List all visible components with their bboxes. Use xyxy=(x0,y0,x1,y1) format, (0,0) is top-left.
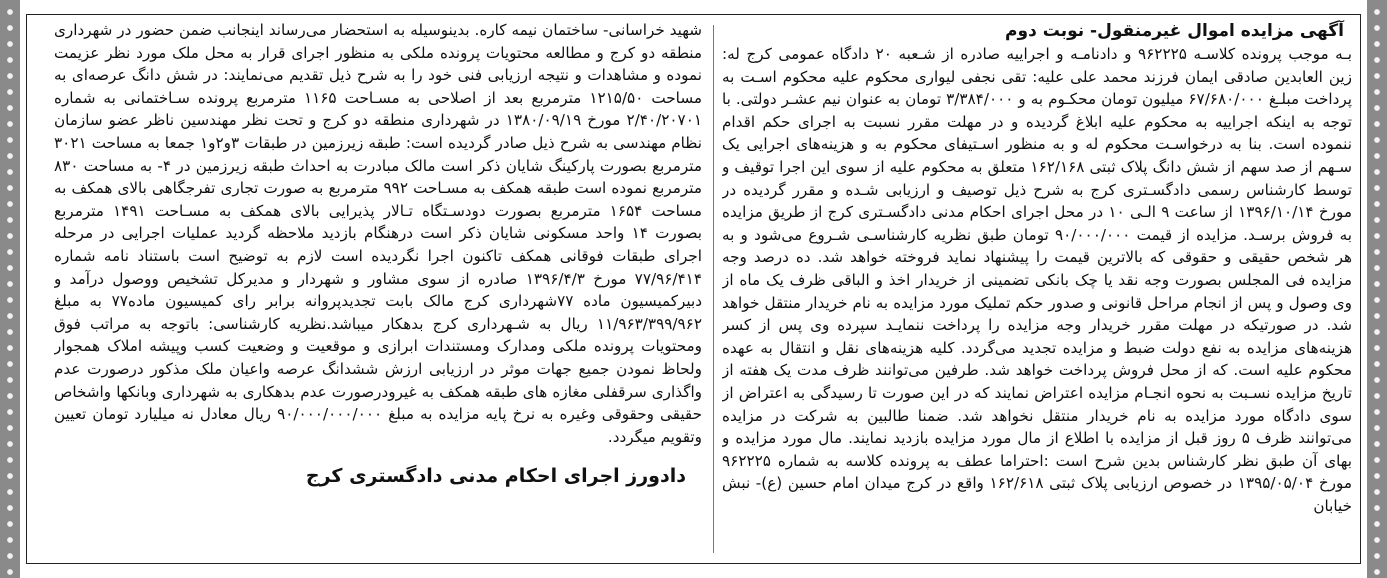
column-divider xyxy=(713,25,714,553)
notice-title: آگهی مزایده اموال غیرمنقول- نوبت دوم xyxy=(1005,21,1344,41)
notice-column-left xyxy=(54,19,702,559)
notice-signature: دادورز اجرای احکام مدنی دادگستری کرج xyxy=(305,465,686,488)
decorative-border-left xyxy=(0,0,20,578)
notice-box xyxy=(26,14,1361,564)
notice-column-right xyxy=(722,19,1352,559)
notice-body-left: شهید خراسانی- ساختمان نیمه کاره. بدینوسیله به استحضار می‌رساند اینجانب ضمن حضور در شهرداری منطقه دو کرج و مطالعه محتویات پرونده ملکی به منظور اجرای قرار به محل ملک مورد نظر عزیمت نموده و مشاهدات و نتیجه ارزیابی فنی خود را به شرح ذیل تقدیم می‌نمایند: در شش دانگ عرصه‌ای به مساحت ۱۲۱۵/۵۰ مترمربع بعد از اصلاحی به مسـاحت ۱۱۶۵ مترمربع پرونده سـاختمانی به شماره ۲/۴۰/۲۰۷۰۱ مورخ ۱۳۸۰/۰۹/۱۹ در شهرداری منطقه دو کرج و تحت نظر مهندسین ناظر عضو سازمان نظام مهندسی به شرح ذیل صادر گردیده است: طبقه زیرزمین در طبقات ۳و۲و۱ جمعا به مساحت ۳۰۲۱ مترمربع بصورت پارکینگ شایان ذکر است مالک مبادرت به احداث طبقه زیرزمین در ۴- به مساحت ۸۳۰ مترمربع نموده است طبقه همکف به مسـاحت ۹۹۲ مترمربع به صورت تجاری تفرجگاهی بالای همکف به مساحت ۱۶۵۴ مترمربع بصورت دودسـتگاه تـالار پذیرایی بالای همکف به مسـاحت ۱۴۹۱ مترمربع بصورت ۱۴ واحد مسکونی شایان ذکر است درهنگام بازدید ملاحظه گردید عملیات اجرایی در مرحله اجرای طبقات فوقانی همکف تاکنون اجرا نگردیده است لازم به توضیح است باستناد نامه شماره ۷۷/۹۶/۴۱۴ مورخ ۱۳۹۶/۴/۳ صادره از سوی مشاور و شهردار و مدیرکل تشخیص ووصول درآمد و دبیرکمیسیون ماده ۷۷شهرداری کرج مالک بابت تجدیدپروانه برابر رای کمیسیون ماده۷۷ به مبلغ ۱۱/۹۶۳/۳۹۹/۹۶۲ ریال به شـهرداری کرج بدهکار میباشد.نظریه کارشناسی: باتوجه به مراتب فوق ومحتویات پرونده ملکی ومدارک ومستندات ابرازی و موقعیت و وضعیت کسب وپیشه املاک همجوار ولحاظ نمودن جمیع جهات موثر در ارزیابی ارزش ششدانگ عرصه واعیان ملک مذکور درصورت عدم واگذاری سرقفلی مغازه های طبقه همکف به غیرودرصورت عدم بدهکاری به شهرداری وبانکها واشخاص حقیقی وحقوقی وغیره به نرخ پایه مزایده به مبلغ ۹۰/۰۰۰/۰۰۰/۰۰۰ ریال معادل نه میلیارد تومان تعیین وتقویم میگردد. xyxy=(54,21,702,446)
notice-body-right: بـه موجب پرونده کلاسـه ۹۶۲۲۲۵ و دادنامـه و اجراییه صادره از شـعبه ۲۰ دادگاه عمومی کرج له: زین العابدین صادقی ایمان فرزند محمد علی علیه: تقی نجفی لیواری محکوم علیه محکوم اسـت به پرداخت مبلـغ ۶۷/۶۸۰/۰۰۰ میلیون تومان محکـوم به و ۳/۳۸۴/۰۰۰ تومان به عنوان نیم عشـر دولتی. با توجه به اینکه اجراییه به محکوم علیه ابلاغ گردیده و در مهلت مقرر نسبت به اجرای حکم اقدام ننموده است. بنا به درخواسـت محکوم له و به منظور اسـتیفای محکوم به و هزینه‌های اجرایی یک سـهم از صد سهم از شش دانگ پلاک ثبتی ۱۶۲/۱۶۸ متعلق به محکوم علیه از سوی این اجرا توقیف و توسط کارشناس رسمی دادگسـتری کرج به شرح ذیل توصیف و ارزیابی شـده و مقرر گردیده در مورخ ۱۳۹۶/۱۰/۱۴ از ساعت ۹ الـی ۱۰ در محل اجرای احکام مدنی دادگسـتری کرج از طریق مزایده به فروش برسـد. مزایده از قیمت ۹۰/۰۰۰/۰۰۰ تومان طبق نظریه کارشناسـی شـروع می‌شود و به هر شخص حقیقی و حقوقی که بالاترین قیمت را پیشنهاد نماید فروخته خواهد شد. ده درصد وجه مزایده فی المجلس بصورت وجه نقد یا چک بانکی تضمینی از خریدار اخذ و الباقی ظرف یک ماه از وی وصول و پس از انجام مراحل قانونی و صدور حکم تملیک مورد مزایده به نام خریدار منتقل خواهد شد. در صورتیکه در مهلت مقرر خریدار وجه مزایده را پرداخت ننمایـد سپرده وی پس از کسر هزینه‌های مزایده به نفع دولت ضبط و مزایده تجدید می‌گردد. کلیه هزینه‌های نقل و انتقال به عهده محکوم علیه است. که از محل فروش پرداخت خواهد شد. طرفین می‌توانند ظرف مدت یک هفته از تاریخ مزایده نسـبت به نحوه انجـام مزایده اعتراض نمایند که در این صورت تا رسیدگی به اعتراض از سوی دادگاه مورد مزایده به نام خریدار منتقل نخواهد شد. ضمنا طالبین به شرکت در مزایده می‌توانند ظرف ۵ روز قبل از مزایده با اطلاع از مال مورد مزایده بازدید نمایند. مال مورد مزایده و بهای آن طبق نظر کارشناس بدین شرح است :احتراما عطف به پرونده کلاسه به شماره ۹۶۲۲۲۵ مورخ ۱۳۹۵/۰۵/۰۴ در خصوص ارزیابی پلاک ثبتی ۱۶۲/۶۱۸ واقع در کرج میدان امام حسین (ع)- نبش خیابان xyxy=(722,45,1352,515)
decorative-border-right xyxy=(1367,0,1387,578)
